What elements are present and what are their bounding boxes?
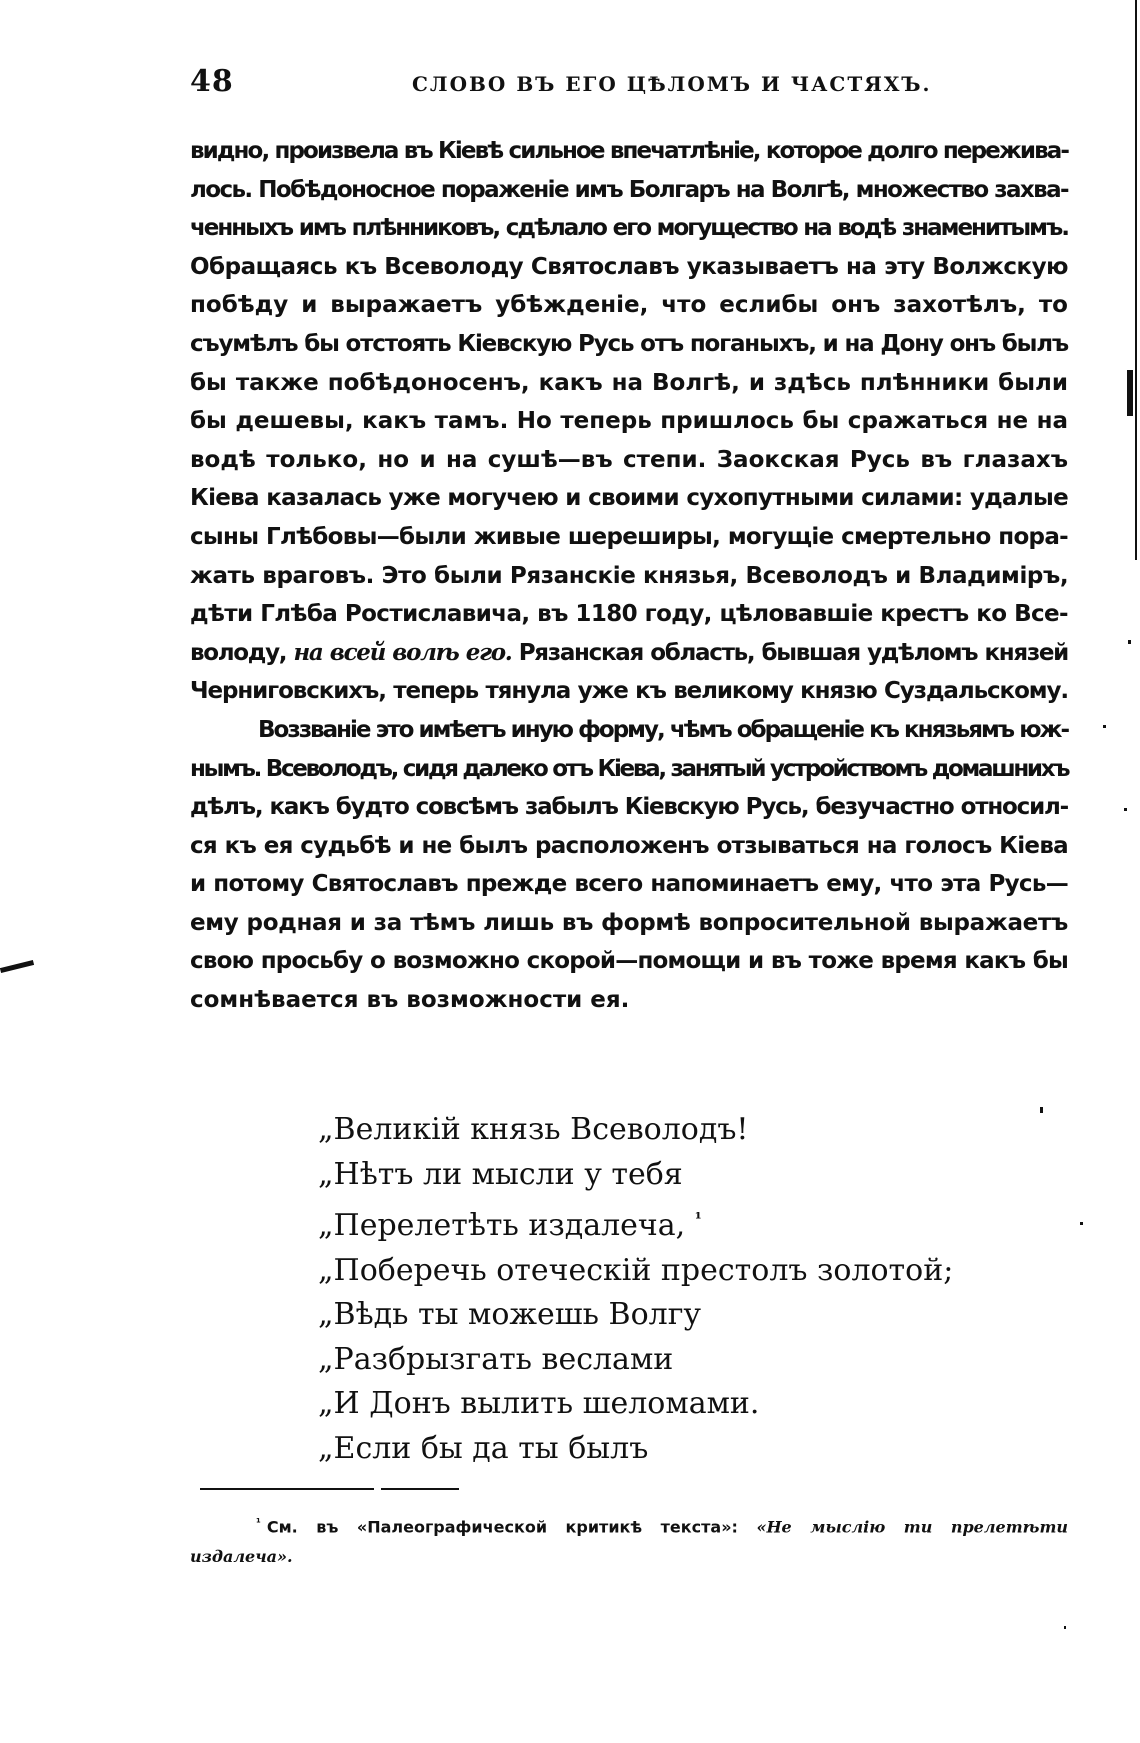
text-line: Черниговскихъ, теперь тянула уже къ великому князю Суздальскому. <box>190 678 1068 705</box>
text-line: бы дешевы, какъ тамъ. Но теперь пришлось бы сражаться не на <box>190 408 1068 435</box>
margin-speck <box>1040 1107 1043 1113</box>
text-fragment: володу, <box>190 639 287 666</box>
page-number: 48 <box>190 64 234 99</box>
verse-line <box>318 1197 1018 1249</box>
text-line: жать враговъ. Это были Рязанскіе князья, Всеволодъ и Владиміръ, <box>190 562 1069 589</box>
paragraph-2 <box>190 711 1068 1020</box>
italic-quote: на всей волѣ его. <box>293 638 512 666</box>
footnote-text: См. въ «Палеографической критикѣ текста»: <box>266 1517 738 1537</box>
text-line: и потому Святославъ прежде всего напоминаетъ ему, что эта Русь— <box>190 871 1068 898</box>
text-line: сыны Глѣбовы—были живые шереширы, могущіе смертельно пора- <box>190 523 1068 550</box>
text-line: съумѣлъ бы отстоять Кіевскую Русь отъ поганыхъ, и на Дону онъ былъ <box>190 330 1068 357</box>
verse-line: „Нѣтъ ли мысли у тебя <box>318 1156 683 1192</box>
text-line: ченныхъ имъ плѣнниковъ, сдѣлало его могущество на водѣ знаменитымъ. <box>190 215 1068 242</box>
text-line: сомнѣвается въ возможности ея. <box>190 987 630 1014</box>
footnote-rule <box>200 1488 374 1490</box>
margin-speck <box>1080 1222 1083 1225</box>
text-line: ся къ ея судьбѣ и не былъ расположенъ отзываться на голосъ Кіева <box>190 832 1068 859</box>
footnote-mark: ¹ <box>256 1516 261 1529</box>
margin-speck <box>1103 725 1106 728</box>
verse-line: „Великій князь Всеволодъ! <box>318 1112 749 1147</box>
text-line: бы также побѣдоносенъ, какъ на Волгѣ, и здѣсь плѣнники были <box>190 369 1068 396</box>
text-line-mixed <box>190 634 1068 673</box>
footnote-line <box>190 1508 1068 1542</box>
verse-line: „Вѣдь ты можешь Волгу <box>318 1297 702 1332</box>
text-line: свою просьбу о возможно скорой—помощи и въ тоже время какъ бы <box>190 948 1068 975</box>
paragraph-1 <box>190 132 1068 711</box>
footnote-rule <box>381 1488 459 1490</box>
verse-line: „Разбрызгать веслами <box>318 1341 674 1377</box>
text-line: дѣти Глѣба Ростиславича, въ 1180 году, цѣловавшіе крестъ ко Все- <box>190 601 1068 628</box>
footnote <box>190 1508 1068 1572</box>
text-line: нымъ. Всеволодъ, сидя далеко отъ Кіева, занятый устройствомъ домашнихъ <box>190 755 1069 782</box>
text-line: ему родная и за тѣмъ лишь въ формѣ вопросительной выражаетъ <box>190 909 1068 936</box>
main-text <box>190 132 1068 1020</box>
margin-speck <box>1064 1626 1066 1629</box>
verse-line: „Поберечь отеческій престолъ золотой; <box>318 1252 954 1288</box>
verse-text: „Перелетѣть издалеча, <box>318 1208 686 1243</box>
verse-block <box>318 1108 1018 1471</box>
running-head <box>190 62 1070 102</box>
footnote-italic: «Не мыслію ти прелетѣти <box>756 1517 1069 1537</box>
margin-mark <box>1135 0 1137 560</box>
verse-line: „Если бы да ты былъ <box>318 1430 649 1466</box>
verse-line: „И Донъ вылить шеломами. <box>318 1386 760 1421</box>
running-title: СЛОВО ВЪ ЕГО ЦѢЛОМЪ И ЧАСТЯХЪ. <box>412 72 932 96</box>
footnote-line: издалеча». <box>190 1547 293 1567</box>
margin-mark <box>0 960 34 973</box>
text-line: видно, произвела въ Кіевѣ сильное впечатлѣніе, которое долго пережива- <box>190 138 1068 164</box>
footnote-reference: ¹ <box>694 1209 702 1228</box>
margin-speck <box>1124 808 1127 811</box>
text-line: Кіева казалась уже могучею и своими сухопутными силами: удалые <box>190 485 1068 512</box>
text-line: Обращаясь къ Всеволоду Святославъ указываетъ на эту Волжскую <box>190 253 1068 280</box>
text-line: водѣ только, но и на сушѣ—въ степи. Заокская Русь въ глазахъ <box>190 446 1068 473</box>
text-line: лось. Побѣдоносное пораженіе имъ Болгаръ на Волгѣ, множество захва- <box>190 176 1068 203</box>
margin-mark <box>1127 370 1133 416</box>
margin-speck <box>1128 640 1131 644</box>
text-line: побѣду и выражаетъ убѣжденіе, что еслибы онъ захотѣлъ, то <box>190 292 1068 319</box>
text-line: дѣлъ, какъ будто совсѣмъ забылъ Кіевскую Русь, безучастно относил- <box>190 794 1068 821</box>
text-line: Воззваніе это имѣетъ иную форму, чѣмъ обращеніе къ князьямъ юж- <box>258 716 1068 743</box>
text-fragment: Рязанская область, бывшая удѣломъ князей <box>518 639 1069 666</box>
